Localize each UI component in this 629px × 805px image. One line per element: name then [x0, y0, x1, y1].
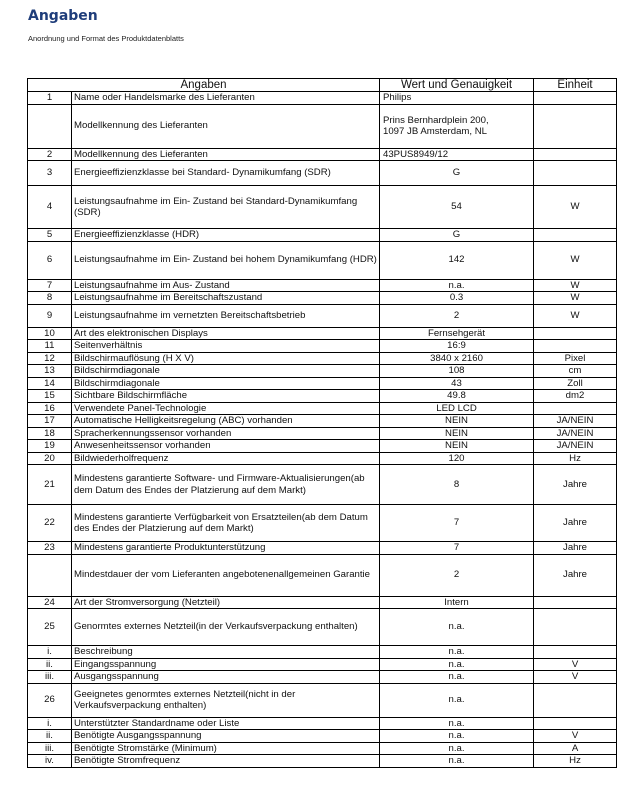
row-unit: Hz	[534, 755, 617, 768]
row-unit: V	[534, 671, 617, 684]
row-number: 25	[28, 609, 72, 646]
table-row	[28, 292, 617, 305]
row-number: 21	[28, 465, 72, 505]
row-value: 43	[380, 377, 534, 390]
row-number	[28, 554, 72, 596]
row-number: iii.	[28, 742, 72, 755]
row-number: 14	[28, 377, 72, 390]
row-unit	[534, 229, 617, 242]
row-label: Leistungsaufnahme im Aus- Zustand	[72, 279, 380, 292]
row-unit: Hz	[534, 452, 617, 465]
row-label: Verwendete Panel-Technologie	[72, 402, 380, 415]
row-label: Automatische Helligkeitsregelung (ABC) vorhanden	[72, 415, 380, 428]
table-row	[28, 186, 617, 229]
row-label: Sichtbare Bildschirmfläche	[72, 390, 380, 403]
row-number: 3	[28, 161, 72, 186]
row-label: Genormtes externes Netzteil(in der Verkaufsverpackung enthalten)	[72, 609, 380, 646]
product-data-table	[27, 78, 617, 768]
row-number: 7	[28, 279, 72, 292]
table-row	[28, 554, 617, 596]
row-number: 9	[28, 304, 72, 327]
row-value: 3840 x 2160	[380, 352, 534, 365]
row-unit	[534, 327, 617, 340]
row-value: G	[380, 161, 534, 186]
table-header-row	[28, 79, 617, 92]
row-label: Beschreibung	[72, 646, 380, 659]
row-value: G	[380, 229, 534, 242]
row-number: 18	[28, 427, 72, 440]
row-number: 15	[28, 390, 72, 403]
table-row	[28, 440, 617, 453]
table-row	[28, 402, 617, 415]
row-label: Benötigte Stromfrequenz	[72, 755, 380, 768]
row-number: 23	[28, 542, 72, 555]
row-value: 108	[380, 365, 534, 378]
row-label: Anwesenheitssensor vorhanden	[72, 440, 380, 453]
row-value: NEIN	[380, 440, 534, 453]
row-number: i.	[28, 717, 72, 730]
table-row	[28, 542, 617, 555]
row-number: 16	[28, 402, 72, 415]
row-label: Bildschirmdiagonale	[72, 365, 380, 378]
row-label: Leistungsaufnahme im Ein- Zustand bei hohem Dynamikumfang (HDR)	[72, 241, 380, 279]
table-row	[28, 279, 617, 292]
row-value: 16:9	[380, 340, 534, 353]
row-label: Art der Stromversorgung (Netzteil)	[72, 596, 380, 609]
row-value: n.a.	[380, 717, 534, 730]
row-label: Benötigte Ausgangsspannung	[72, 730, 380, 743]
row-unit: V	[534, 730, 617, 743]
row-value: n.a.	[380, 671, 534, 684]
row-value: n.a.	[380, 755, 534, 768]
row-value: n.a.	[380, 658, 534, 671]
row-unit: V	[534, 658, 617, 671]
row-number: 20	[28, 452, 72, 465]
row-unit	[534, 609, 617, 646]
row-label: Seitenverhältnis	[72, 340, 380, 353]
row-unit	[534, 596, 617, 609]
table-row	[28, 427, 617, 440]
row-unit	[534, 92, 617, 105]
row-number: 26	[28, 683, 72, 717]
row-label: Name oder Handelsmarke des Lieferanten	[72, 92, 380, 105]
table-row	[28, 327, 617, 340]
table-row	[28, 609, 617, 646]
row-number: 2	[28, 148, 72, 161]
row-number: 5	[28, 229, 72, 242]
table-row	[28, 465, 617, 505]
table-row	[28, 148, 617, 161]
header-einheit: Einheit	[534, 79, 617, 92]
header-wert: Wert und Genauigkeit	[380, 79, 534, 92]
table-row	[28, 340, 617, 353]
row-label: Leistungsaufnahme im Bereitschaftszustand	[72, 292, 380, 305]
row-unit	[534, 683, 617, 717]
row-value: 142	[380, 241, 534, 279]
row-value: n.a.	[380, 609, 534, 646]
table-row	[28, 365, 617, 378]
row-label: Mindestdauer der vom Lieferanten angebotenenallgemeinen Garantie	[72, 554, 380, 596]
row-unit	[534, 717, 617, 730]
row-label: Mindestens garantierte Software- und Firmware-Aktualisierungen(ab dem Datum des Endes der Platzierung auf dem Markt)	[72, 465, 380, 505]
row-label: Ausgangsspannung	[72, 671, 380, 684]
row-value: 8	[380, 465, 534, 505]
table-row	[28, 415, 617, 428]
row-unit	[534, 402, 617, 415]
row-label: Benötigte Stromstärke (Minimum)	[72, 742, 380, 755]
row-unit	[534, 148, 617, 161]
row-number: 1	[28, 92, 72, 105]
row-value: LED LCD	[380, 402, 534, 415]
table-row	[28, 646, 617, 659]
table-row	[28, 104, 617, 148]
row-unit: Pixel	[534, 352, 617, 365]
table-row	[28, 304, 617, 327]
row-unit	[534, 161, 617, 186]
table-row	[28, 730, 617, 743]
row-number: 11	[28, 340, 72, 353]
row-number: 10	[28, 327, 72, 340]
row-unit: cm	[534, 365, 617, 378]
row-value: 43PUS8949/12	[380, 148, 534, 161]
row-label: Mindestens garantierte Verfügbarkeit von Ersatzteilen(ab dem Datum des Endes der Platzierung auf dem Markt)	[72, 505, 380, 542]
row-label: Unterstützter Standardname oder Liste	[72, 717, 380, 730]
row-number: iii.	[28, 671, 72, 684]
row-value: 2	[380, 554, 534, 596]
row-unit: Jahre	[534, 542, 617, 555]
row-value: NEIN	[380, 427, 534, 440]
row-value: n.a.	[380, 279, 534, 292]
row-unit: W	[534, 279, 617, 292]
header-angaben: Angaben	[28, 79, 380, 92]
row-label: Leistungsaufnahme im vernetzten Bereitschaftsbetrieb	[72, 304, 380, 327]
row-value: Fernsehgerät	[380, 327, 534, 340]
row-unit: Zoll	[534, 377, 617, 390]
row-value: 0.3	[380, 292, 534, 305]
row-value: 120	[380, 452, 534, 465]
table-row	[28, 229, 617, 242]
table-row	[28, 161, 617, 186]
row-number: ii.	[28, 658, 72, 671]
row-unit	[534, 340, 617, 353]
row-unit: W	[534, 304, 617, 327]
row-unit: W	[534, 241, 617, 279]
row-label: Spracherkennungssensor vorhanden	[72, 427, 380, 440]
row-label: Geeignetes genormtes externes Netzteil(nicht in der Verkaufsverpackung enthalten)	[72, 683, 380, 717]
row-unit: JA/NEIN	[534, 427, 617, 440]
row-value: Philips	[380, 92, 534, 105]
table-row	[28, 755, 617, 768]
row-unit: Jahre	[534, 505, 617, 542]
row-value: n.a.	[380, 646, 534, 659]
row-value: 7	[380, 542, 534, 555]
row-number: 13	[28, 365, 72, 378]
row-label: Mindestens garantierte Produktunterstützung	[72, 542, 380, 555]
row-label: Bildschirmdiagonale	[72, 377, 380, 390]
row-value: Prins Bernhardplein 200, 1097 JB Amsterdam, NL	[380, 104, 534, 148]
row-unit: W	[534, 186, 617, 229]
row-number: 12	[28, 352, 72, 365]
row-number: 19	[28, 440, 72, 453]
row-number	[28, 104, 72, 148]
row-number: iv.	[28, 755, 72, 768]
page-title: Angaben	[28, 8, 98, 24]
row-label: Energieeffizienzklasse bei Standard- Dynamikumfang (SDR)	[72, 161, 380, 186]
table-row	[28, 683, 617, 717]
row-number: 24	[28, 596, 72, 609]
row-number: 8	[28, 292, 72, 305]
row-number: 6	[28, 241, 72, 279]
row-unit: dm2	[534, 390, 617, 403]
table-row	[28, 596, 617, 609]
row-label: Bildschirmauflösung (H X V)	[72, 352, 380, 365]
row-number: ii.	[28, 730, 72, 743]
row-value: NEIN	[380, 415, 534, 428]
row-value: 49.8	[380, 390, 534, 403]
row-number: 17	[28, 415, 72, 428]
table-row	[28, 352, 617, 365]
table-row	[28, 241, 617, 279]
table-row	[28, 505, 617, 542]
row-unit: JA/NEIN	[534, 415, 617, 428]
row-unit	[534, 646, 617, 659]
table-row	[28, 742, 617, 755]
page-subtitle: Anordnung und Format des Produktdatenblatts	[28, 34, 184, 43]
row-label: Art des elektronischen Displays	[72, 327, 380, 340]
row-unit: JA/NEIN	[534, 440, 617, 453]
table-row	[28, 390, 617, 403]
row-value: 7	[380, 505, 534, 542]
row-value: Intern	[380, 596, 534, 609]
row-number: 22	[28, 505, 72, 542]
row-label: Modellkennung des Lieferanten	[72, 148, 380, 161]
row-unit: Jahre	[534, 554, 617, 596]
row-number: i.	[28, 646, 72, 659]
row-value: 54	[380, 186, 534, 229]
table-row	[28, 92, 617, 105]
table-row	[28, 377, 617, 390]
table-row	[28, 717, 617, 730]
row-value: n.a.	[380, 730, 534, 743]
row-value: n.a.	[380, 742, 534, 755]
row-label: Eingangsspannung	[72, 658, 380, 671]
row-value: 2	[380, 304, 534, 327]
row-label: Energieeffizienzklasse (HDR)	[72, 229, 380, 242]
row-label: Modellkennung des Lieferanten	[72, 104, 380, 148]
row-label: Bildwiederholfrequenz	[72, 452, 380, 465]
table-row	[28, 658, 617, 671]
row-unit: Jahre	[534, 465, 617, 505]
row-unit	[534, 104, 617, 148]
row-unit: A	[534, 742, 617, 755]
row-value: n.a.	[380, 683, 534, 717]
row-unit: W	[534, 292, 617, 305]
row-label: Leistungsaufnahme im Ein- Zustand bei Standard-Dynamikumfang (SDR)	[72, 186, 380, 229]
table-row	[28, 452, 617, 465]
row-number: 4	[28, 186, 72, 229]
table-row	[28, 671, 617, 684]
